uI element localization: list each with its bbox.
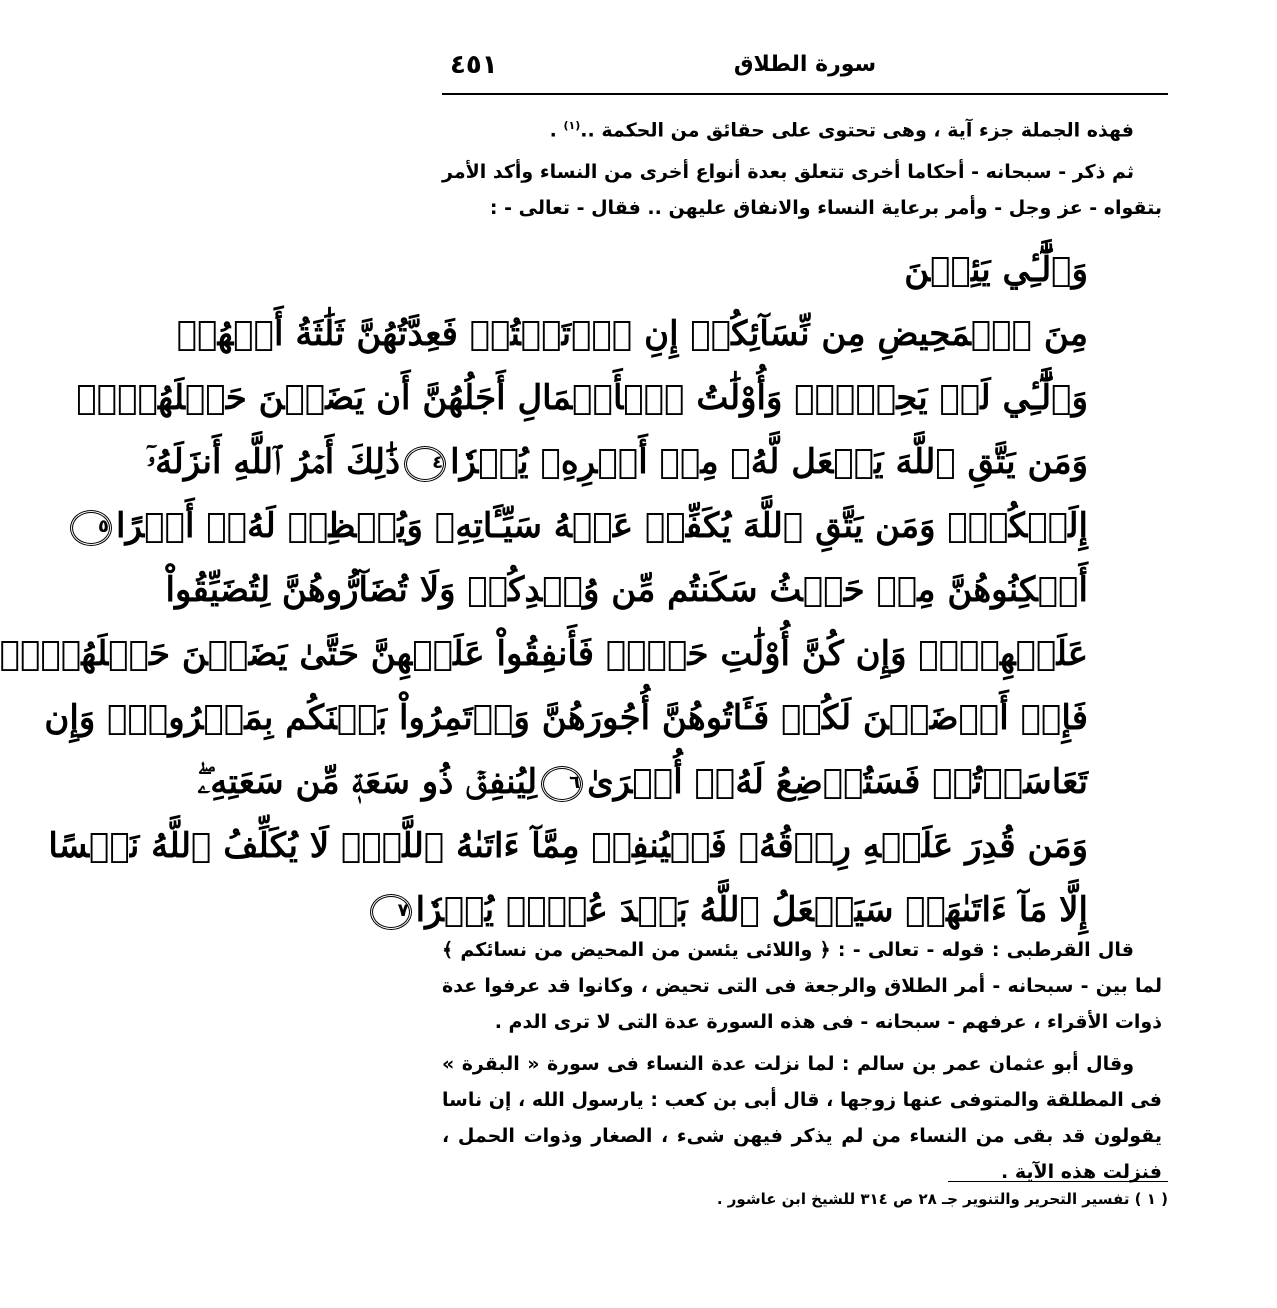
quran-line-text: وَٱلَّٰٓـِٔي لَمۡ يَحِضۡنَۚ وَأُوْلَٰتُ ٱلۡأَحۡمَالِ أَجَلُهُنَّ أَن يَضَعۡنَ حَمۡلَهُنَّۚ [76, 378, 1088, 418]
quran-line-text: فَإِنۡ أَرۡضَعۡنَ لَكُمۡ فَـَٔاتُوهُنَّ أُجُورَهُنَّ وَأۡتَمِرُواْ بَيۡنَكُم بِمَعۡرُوفٖۖ وَإِن [44, 698, 1088, 738]
quran-line-text: إِلَّا مَآ ءَاتَىٰهَاۚ سَيَجۡعَلُ ٱللَّهُ بَعۡدَ عُسۡرٖ يُسۡرٗا [415, 890, 1088, 930]
ayah-number-marker: ٥ [70, 510, 112, 546]
quran-line [98, 494, 1088, 558]
quran-line-text: أَسۡكِنُوهُنَّ مِنۡ حَيۡثُ سَكَنتُم مِّن وُجۡدِكُمۡ وَلَا تُضَآرُّوهُنَّ لِتُضَيِّقُواْ [165, 570, 1088, 610]
commentary-text [442, 932, 1162, 1196]
commentary-paragraph-1: قال القرطبى : قوله - تعالى - : ﴿ واللائى يئسن من المحيض من نسائكم ﴾ لما بين - سبحانه - أمر الطلاق والرجعة فى التى تحيض ، وكانوا قد عرفوا عدة ذوات الأقراء ، عرفهم - سبحانه - فى هذه السورة عدة التى لا ترى الدم . [442, 939, 1162, 1033]
quran-line-text: تَعَاسَرۡتُمۡ فَسَتُرۡضِعُ لَهُۥٓ أُخۡرَىٰ [587, 762, 1088, 802]
quran-line [165, 558, 1088, 622]
intro-paragraph-1-text: فهذه الجملة جزء آية ، وهى تحتوى على حقائق من الحكمة .. [580, 119, 1134, 142]
quran-line [76, 366, 1088, 430]
quran-line [146, 430, 1088, 494]
quran-line-text: ذَٰلِكَ أَمۡرُ ٱللَّهِ أَنزَلَهُۥٓ [146, 442, 401, 482]
quran-line [0, 622, 1088, 686]
quran-verses [0, 238, 1088, 942]
running-title: سورة الطلاق [733, 52, 877, 77]
page-number: ٤٥١ [450, 50, 498, 80]
intro-paragraph-1-end: . [549, 119, 564, 142]
footnote: ( ١ ) تفسير التحرير والتنوير جـ ٢٨ ص ٣١٤ للشيخ ابن عاشور . [716, 1190, 1168, 1208]
quran-line [518, 238, 1088, 302]
page-header [442, 40, 1168, 86]
ayah-number-marker: ٤ [404, 446, 446, 482]
ayah-number-marker: ٧ [370, 894, 412, 930]
quran-line-text: وَٱلَّٰٓـِٔي يَئِسۡنَ [904, 250, 1088, 290]
footnote-reference: (١) [563, 119, 581, 132]
quran-line-text: وَمَن قُدِرَ عَلَيۡهِ رِزۡقُهُۥ فَلۡيُنفِقۡ مِمَّآ ءَاتَىٰهُ ٱللَّهُۚ لَا يُكَلِّفُ ٱللَّهُ نَفۡسًا [48, 826, 1088, 866]
quran-line-text: إِلَيۡكُمۡۚ وَمَن يَتَّقِ ٱللَّهَ يُكَفِّرۡ عَنۡهُ سَيِّـَٔاتِهِۦ وَيُعۡظِمۡ لَهُۥٓ أَجۡرًا [116, 506, 1088, 546]
intro-paragraph-1 [442, 108, 1162, 148]
commentary-paragraph-2: وقال أبو عثمان عمر بن سالم : لما نزلت عدة النساء فى سورة « البقرة » فى المطلقة والمتوفى عنها زوجها ، قال أبى بن كعب : يارسول الله ، إن ناسا يقولون قد بقى من النساء من لم يذكر فيهن شىء ، الصغار وذوات الحمل ، فنزلت هذه الآية . [442, 1053, 1162, 1183]
footnote-divider [948, 1181, 1168, 1182]
header-divider [442, 93, 1168, 95]
intro-text [442, 108, 1162, 232]
quran-line-text: وَمَن يَتَّقِ ٱللَّهَ يَجۡعَل لَّهُۥ مِنۡ أَمۡرِهِۦ يُسۡرٗا [450, 442, 1088, 482]
quran-line [197, 750, 1088, 814]
quran-line-text: عَلَيۡهِنَّۚ وَإِن كُنَّ أُوْلَٰتِ حَمۡلٖ فَأَنفِقُواْ عَلَيۡهِنَّ حَتَّىٰ يَضَعۡنَ حَمۡلَهُنَّۚ [0, 634, 1088, 674]
quran-line-text: لِيُنفِقۡ ذُو سَعَةٖ مِّن سَعَتِهِۦۖ [197, 762, 538, 802]
quran-line [48, 814, 1088, 878]
intro-paragraph-2: ثم ذكر - سبحانه - أحكاما أخرى تتعلق بعدة أنواع أخرى من النساء وأكد الأمر بتقواه - عز وجل - وأمر برعاية النساء والانفاق عليهن .. فقال - تعالى - : [442, 161, 1162, 220]
quran-line-text: مِنَ ٱلۡمَحِيضِ مِن نِّسَآئِكُمۡ إِنِ ٱرۡتَبۡتُمۡ فَعِدَّتُهُنَّ ثَلَٰثَةُ أَشۡهُرٖ [176, 314, 1088, 354]
quran-line [176, 302, 1088, 366]
ayah-number-marker: ٦ [541, 766, 583, 802]
quran-line [44, 686, 1088, 750]
